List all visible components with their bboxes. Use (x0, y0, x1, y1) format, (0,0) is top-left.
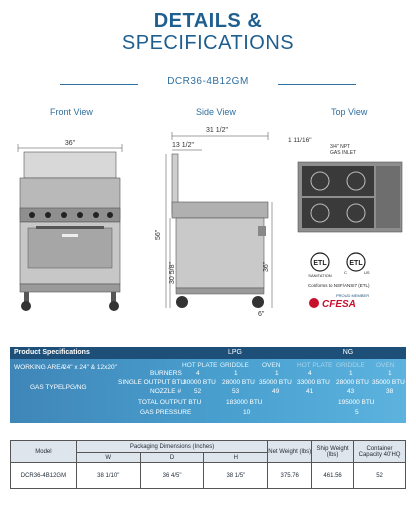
group-ng: NG (342, 349, 354, 356)
cell-w: 38 1/10" (76, 463, 140, 489)
nozzle-lpg-hotplate: 52 (194, 388, 202, 395)
cfesa-logo: CFESA (322, 299, 356, 310)
cfesa-icon (309, 298, 319, 308)
certification-logos (306, 250, 396, 319)
header-model: Model (11, 441, 77, 463)
output-ng-oven: 35000 BTU (372, 379, 405, 386)
header-container: Container Capacity 40'HQ (354, 441, 406, 463)
cell-container: 52 (354, 463, 406, 489)
nozzle-ng-hotplate: 41 (306, 388, 314, 395)
sub-oven-ng: OVEN (376, 362, 395, 369)
svg-text:ETL: ETL (313, 260, 327, 267)
top-view-label: Top View (331, 107, 368, 117)
output-label: SINGLE OUTPUT BTU (118, 379, 186, 386)
cell-net: 375.76 (268, 463, 312, 489)
conforms-text: Conforms to NSF/ANSI7 (ETL) (308, 283, 370, 288)
table-row (11, 463, 406, 489)
output-lpg-griddle: 28000 BTU (222, 379, 255, 386)
page-subtitle: SPECIFICATIONS (121, 32, 295, 54)
header-w: W (76, 453, 140, 463)
nozzle-ng-oven: 38 (386, 388, 394, 395)
nozzle-label: NOZZLE # (150, 388, 182, 395)
output-lpg-oven: 35000 BTU (259, 379, 292, 386)
burners-lpg-oven: 1 (275, 370, 279, 377)
cell-model: DCR36-4B12GM (11, 463, 77, 489)
gas-type-value: LPG/NG (62, 384, 87, 391)
front-view-label: Front View (50, 107, 93, 117)
csa-us-label: US (364, 270, 370, 275)
gas-inlet-label: GAS INLET (330, 150, 357, 156)
gas-type-label: GAS TYPE (30, 384, 63, 391)
side-view-label: Side View (196, 107, 236, 117)
side-depth-dim: 31 1/2" (206, 127, 228, 134)
side-oven-height-dim: 30 5/8" (169, 262, 176, 284)
front-view-drawing (6, 122, 136, 327)
sub-hotplate-lpg: HOT PLATE (182, 362, 218, 369)
page-title: DETAILS & (153, 10, 263, 32)
total-output-lpg: 183000 BTU (226, 399, 263, 406)
top-view-drawing (286, 122, 410, 247)
header-packaging-dims: Packaging Dimensions (Inches) (76, 441, 267, 453)
proud-member-text: PROUD MEMBER (336, 293, 370, 298)
cell-ship: 461.56 (312, 463, 354, 489)
header-d: D (140, 453, 204, 463)
nozzle-lpg-griddle: 53 (232, 388, 240, 395)
product-specifications (10, 347, 406, 423)
svg-text:ETL: ETL (349, 260, 363, 267)
side-total-height-dim: 56" (155, 229, 162, 240)
header-ship-weight: Ship Weight (lbs) (312, 441, 354, 463)
gas-pressure-lpg: 10 (243, 409, 251, 416)
output-lpg-hotplate: 30000 BTU (183, 379, 216, 386)
front-width-dim: 36" (64, 140, 76, 147)
title-block (0, 10, 416, 54)
sub-griddle-ng: GRIDDLE (336, 362, 365, 369)
burners-ng-griddle: 1 (349, 370, 353, 377)
spec-heading: Product Specifications (14, 349, 90, 356)
output-ng-griddle: 28000 BTU (336, 379, 369, 386)
gas-pressure-ng: 5 (355, 409, 359, 416)
burners-ng-hotplate: 4 (308, 370, 312, 377)
cell-d: 36 4/5" (140, 463, 204, 489)
side-view-drawing (146, 122, 276, 327)
total-output-ng: 195000 BTU (338, 399, 375, 406)
top-offset-dim: 1 11/16" (288, 137, 312, 144)
burners-label: BURNERS (150, 370, 182, 377)
side-shelf-dim: 13 1/2" (172, 142, 194, 149)
working-area-label: WORKING AREA (14, 364, 65, 371)
gas-pressure-label: GAS PRESSURE (140, 409, 192, 416)
working-area-value: 24" x 24" & 12x20" (63, 364, 117, 371)
sub-griddle-lpg: GRIDDLE (220, 362, 249, 369)
model-number: DCR36-4B12GM (167, 76, 249, 87)
header-h: H (204, 453, 268, 463)
sub-hotplate-ng: HOT PLATE (297, 362, 333, 369)
nozzle-lpg-oven: 49 (272, 388, 280, 395)
gas-inlet-size: 3/4" NPT (330, 144, 351, 150)
cell-h: 38 1/5" (204, 463, 268, 489)
burners-ng-oven: 1 (388, 370, 392, 377)
nozzle-ng-griddle: 43 (347, 388, 355, 395)
side-caster-dim: 6" (258, 311, 265, 318)
burners-lpg-hotplate: 4 (196, 370, 200, 377)
model-header (60, 76, 356, 92)
sub-oven-lpg: OVEN (262, 362, 281, 369)
csa-c-label: C (344, 270, 347, 275)
divider-right (278, 84, 356, 85)
output-ng-hotplate: 33000 BTU (297, 379, 330, 386)
group-lpg: LPG (227, 349, 242, 356)
side-work-height-dim: 36" (263, 261, 270, 272)
total-output-label: TOTAL OUTPUT BTU (138, 399, 202, 406)
packaging-table (10, 440, 406, 489)
sanitation-label: SANITATION (308, 273, 332, 278)
burners-lpg-griddle: 1 (234, 370, 238, 377)
header-net-weight: Net Weight (lbs) (268, 441, 312, 463)
